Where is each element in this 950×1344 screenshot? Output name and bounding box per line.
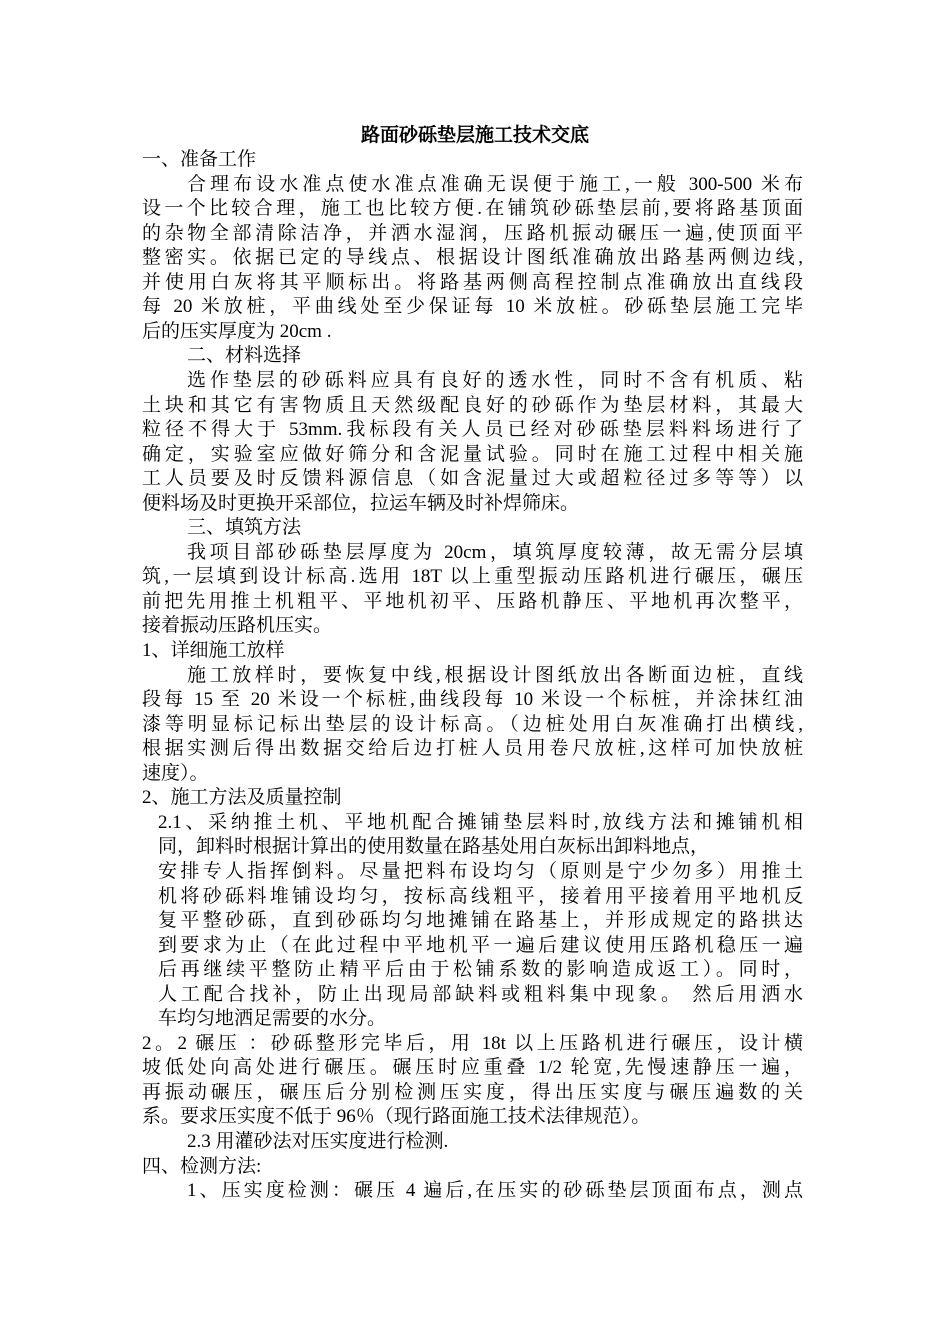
text-line: 复平整砂砾，直到砂砾均匀地摊铺在路基上，并形成规定的路拱达 [158,910,803,931]
text-line: 到要求为止（在此过程中平地机平一遍后建议使用压路机稳压一遍 [158,935,803,956]
text-line: 确定，实验室应做好筛分和含泥量试验。同时在施工过程中相关施 [142,444,803,465]
text-line: 段每 15 至 20 米设一个标桩,曲线段每 10 米设一个标桩，并涂抹红油 [142,689,803,710]
text-line: 2、施工方法及质量控制 [142,787,342,808]
text-line: 坡低处向高处进行碾压。碾压时应重叠 1/2 轮宽,先慢速静压一遍， [142,1057,803,1078]
text-line: 系。要求压实度不低于 96％（现行路面施工技术法律规范）。 [142,1106,651,1127]
text-line: 漆等明显标记标出垫层的设计标高。（边桩处用白灰准确打出横线, [142,714,803,735]
text-line: 设一个比较合理，施工也比较方便.在铺筑砂砾垫层前,要将路基顶面 [142,198,803,219]
text-line: 同，卸料时根据计算出的使用数量在路基处用白灰标出卸料地点， [158,836,710,857]
text-line: 速度）。 [142,763,209,784]
text-line: 根据实测后得出数据交给后边打桩人员用卷尺放桩,这样可加快放桩 [142,738,803,759]
text-line: 机将砂砾料堆铺设均匀，按标高线粗平，接着用平接着用平地机反 [158,886,803,907]
text-line: 每 20 米放桩，平曲线处至少保证每 10 米放桩。砂砾垫层施工完毕 [142,296,803,317]
text-line: 后再继续平整防止精平后由于松铺系数的影响造成返工）。同时， [158,959,803,980]
text-line: 的杂物全部清除洁净，并洒水湿润，压路机振动碾压一遍,使顶面平 [142,223,803,244]
text-line: 车均匀地洒足需要的水分。 [158,1008,387,1029]
text-line: 2.3 用灌砂法对压实度进行检测. [187,1131,449,1152]
text-line: 1、详细施工放样 [142,640,285,661]
text-line: 并使用白灰将其平顺标出。将路基两侧高程控制点准确放出直线段 [142,272,803,293]
text-line: 二、材料选择 [187,345,302,366]
text-line: 我项目部砂砾垫层厚度为 20cm，填筑厚度较薄，故无需分层填 [187,542,803,563]
text-line: 粒径不得大于 53mm.我标段有关人员已经对砂砾垫层料料场进行了 [142,419,803,440]
text-line: 再振动碾压，碾压后分别检测压实度，得出压实度与碾压遍数的关 [142,1082,803,1103]
text-line: 2.1、采纳推土机、平地机配合摊铺垫层料时,放线方法和摊铺机相 [158,812,803,833]
document-title: 路面砂砾垫层施工技术交底 [360,125,589,146]
text-line: 前把先用推土机粗平、平地机初平、压路机静压、平地机再次整平， [142,591,803,612]
text-line: 筑,一层填到设计标高.选用 18T 以上重型振动压路机进行碾压，碾压 [142,566,803,587]
text-line: 选作垫层的砂砾料应具有良好的透水性，同时不含有机质、粘 [187,370,803,391]
text-line: 接着振动压路机压实。 [142,615,333,636]
text-line: 合理布设水准点使水准点准确无误便于施工,一般 300-500 米布 [187,174,803,195]
text-line: 土块和其它有害物质且天然级配良好的砂砾作为垫层材料，其最大 [142,395,803,416]
text-line: 安排专人指挥倒料。尽量把料布设均匀（原则是宁少勿多）用推土 [158,861,803,882]
text-line: 工人员要及时反馈料源信息（如含泥量过大或超粒径过多等等）以 [142,468,803,489]
text-line: 2。2 碾压 ：砂砾整形完毕后，用 18t 以上压路机进行碾压，设计横 [142,1033,803,1054]
text-line: 1、压实度检测：碾压 4 遍后,在压实的砂砾垫层顶面布点，测点 [187,1180,803,1201]
text-line: 施工放样时，要恢复中线,根据设计图纸放出各断面边桩，直线 [187,665,803,686]
text-line: 四、检测方法: [142,1156,262,1177]
text-line: 一、准备工作 [142,149,257,170]
text-line: 整密实。依据已定的导线点、根据设计图纸准确放出路基两侧边线, [142,247,803,268]
text-line: 后的压实厚度为 20cm . [142,321,332,342]
text-line: 三、填筑方法 [187,517,302,538]
text-line: 便料场及时更换开采部位，拉运车辆及时补焊筛床。 [142,493,580,514]
text-line: 人工配合找补，防止出现局部缺料或粗料集中现象。 然后用洒水 [158,984,803,1005]
